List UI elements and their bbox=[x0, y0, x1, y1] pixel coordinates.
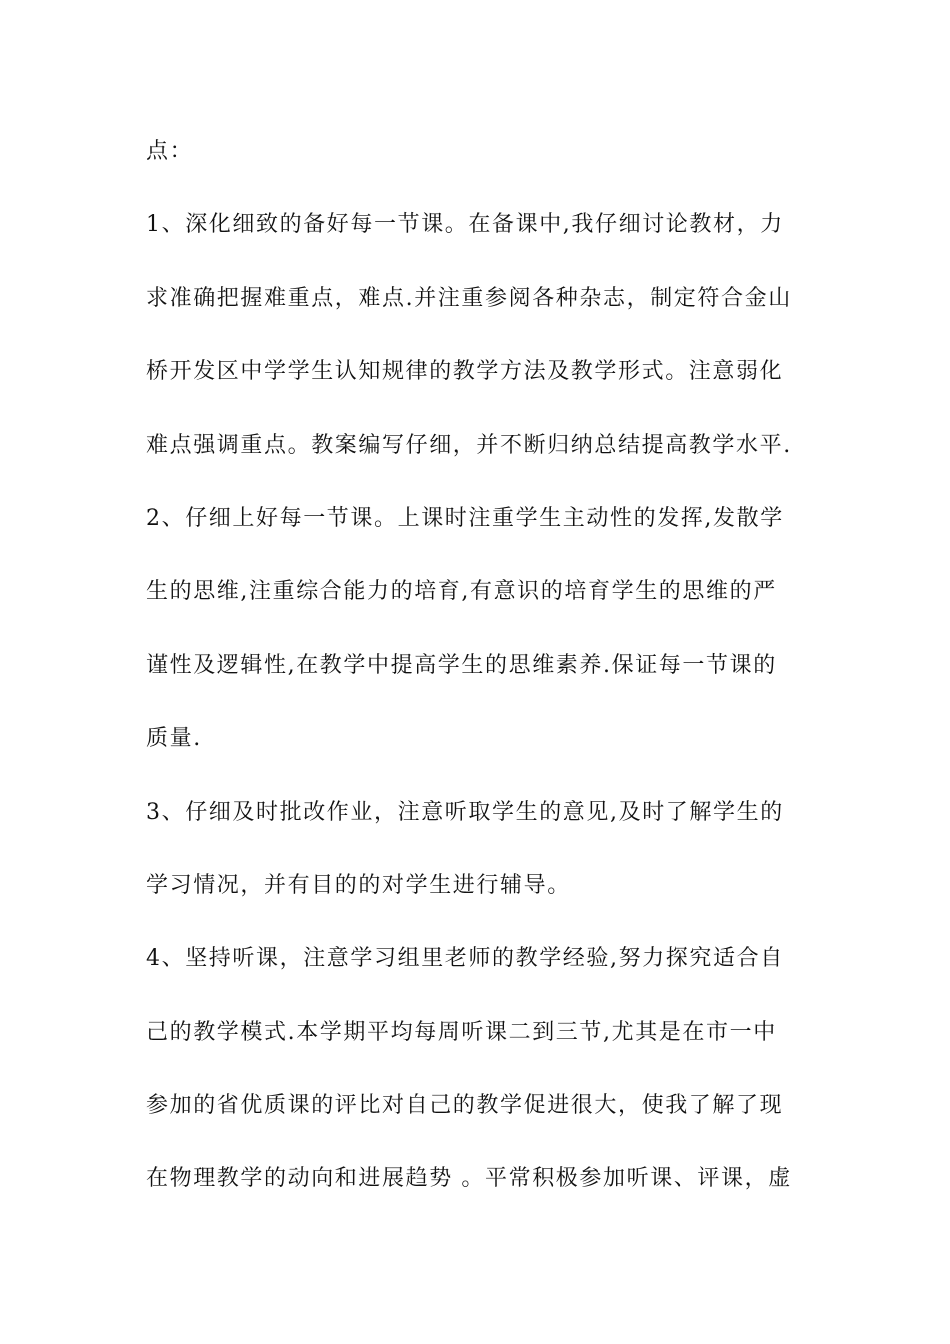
text-line: 质量. bbox=[146, 726, 202, 752]
text-line: 参加的省优质课的评比对自己的教学促进很大，使我了解了现 bbox=[146, 1093, 784, 1119]
text-line: 点： bbox=[146, 139, 194, 164]
text-line: 桥开发区中学学生认知规律的教学方法及教学形式。注意弱化 bbox=[146, 359, 784, 385]
text-line: 生的思维,注重综合能力的培育,有意识的培育学生的思维的严 bbox=[146, 579, 777, 605]
text-line: 谨性及逻辑性,在教学中提高学生的思维素养.保证每一节课的 bbox=[146, 652, 777, 678]
document-body bbox=[146, 128, 810, 1229]
text-line: 难点强调重点。教案编写仔细，并不断归纳总结提高教学水平. bbox=[146, 432, 792, 458]
text-line: 求准确把握难重点，难点.并注重参阅各种杂志，制定符合金山 bbox=[146, 285, 792, 311]
text-line: 3、仔细及时批改作业，注意听取学生的意见,及时了解学生的 bbox=[146, 799, 784, 825]
text-line: 4、坚持听课，注意学习组里老师的教学经验,努力探究适合自 bbox=[146, 946, 784, 972]
text-line: 在物理教学的动向和进展趋势 。平常积极参加听课、评课，虚 bbox=[146, 1166, 792, 1192]
text-line: 己的教学模式.本学期平均每周听课二到三节,尤其是在市一中 bbox=[146, 1019, 777, 1045]
text-line: 学习情况，并有目的的对学生进行辅导。 bbox=[146, 872, 571, 898]
text-line: 1、深化细致的备好每一节课。在备课中,我仔细讨论教材，力 bbox=[146, 212, 784, 238]
text-line: 2、仔细上好每一节课。上课时注重学生主动性的发挥,发散学 bbox=[146, 505, 784, 531]
